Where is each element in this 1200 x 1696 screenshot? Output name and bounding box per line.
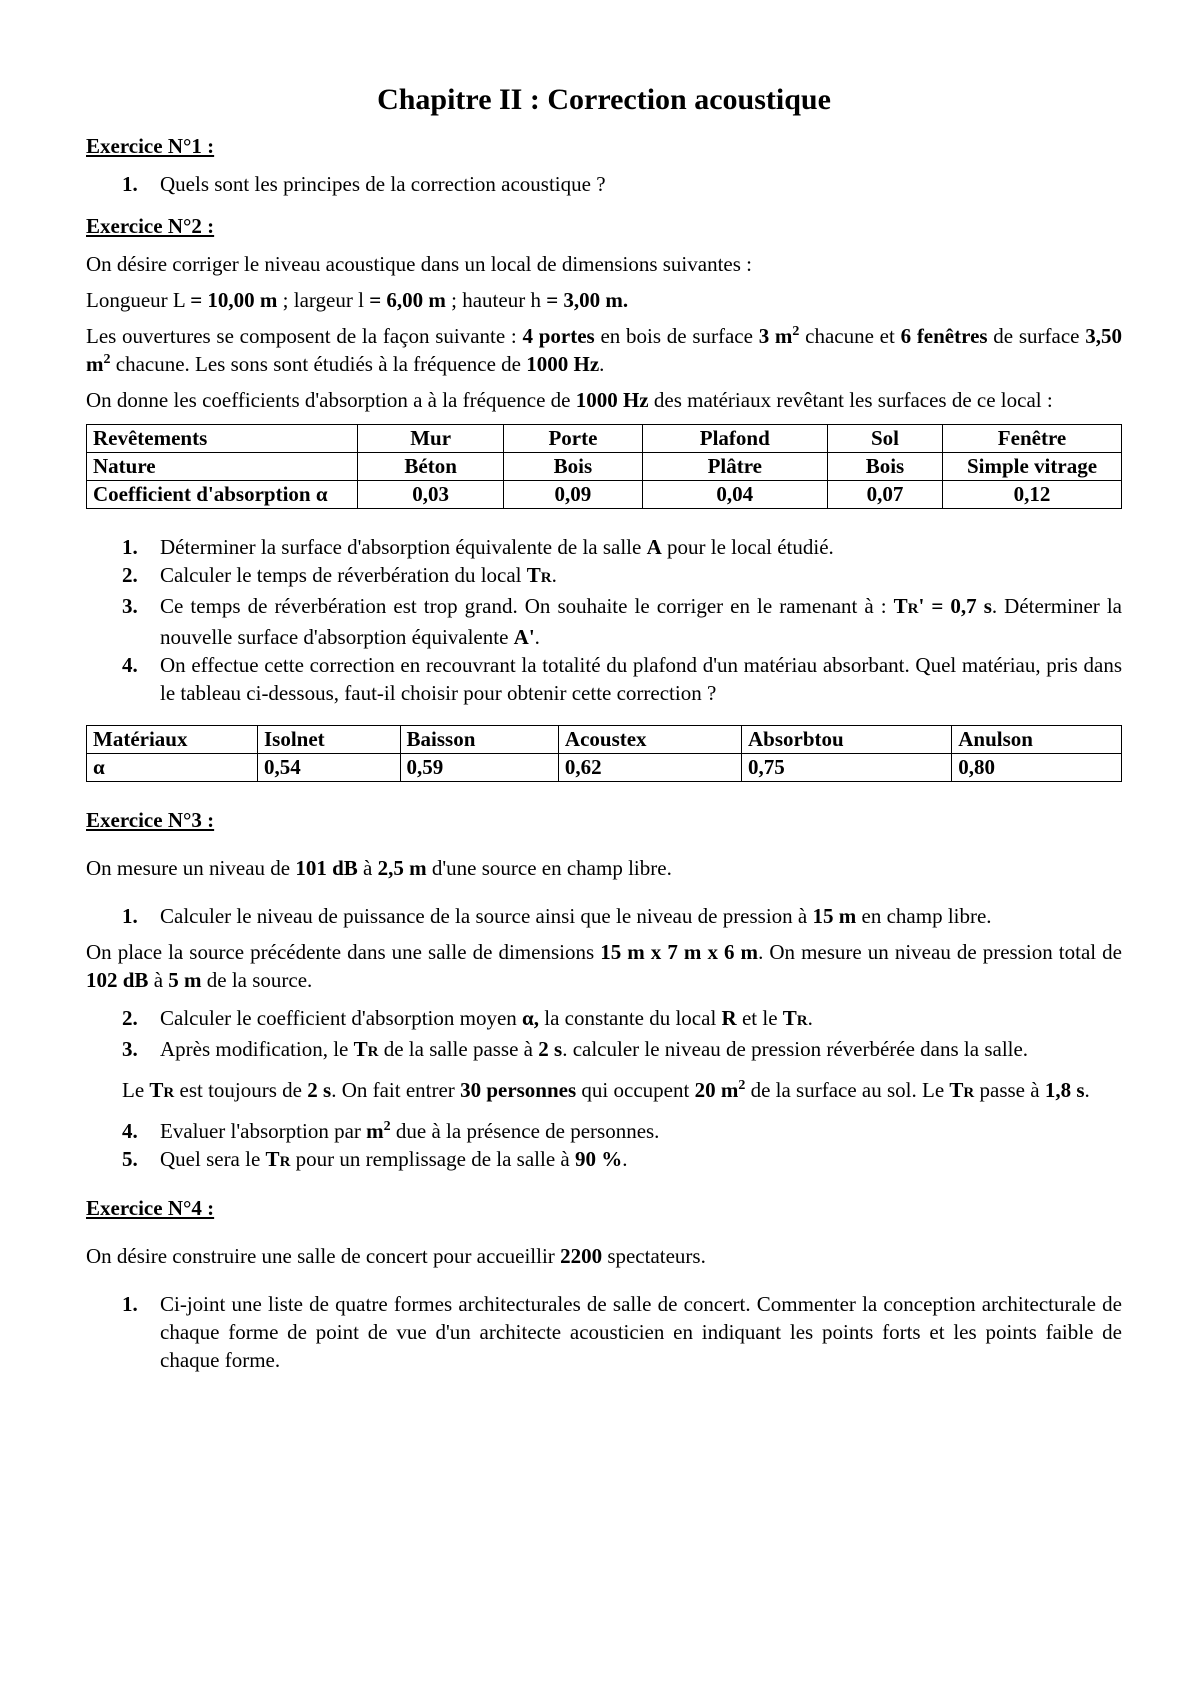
- list-item: 5. Quel sera le TR pour un remplissage de la salle à 90 %.: [122, 1147, 628, 1171]
- table-row: Revêtements Mur Porte Plafond Sol Fenêtre: [87, 425, 1122, 453]
- exercise-1-questions: [86, 170, 1122, 198]
- table-row: Matériaux Isolnet Baisson Acoustex Absorbtou Anulson: [87, 726, 1122, 754]
- page-title: Chapitre II : Correction acoustique: [377, 83, 831, 116]
- list-item: 1. Déterminer la surface d'absorption équivalente de la salle A pour le local étudié.: [122, 535, 834, 559]
- document-page: [86, 68, 1122, 1374]
- list-item: 4. Evaluer l'absorption par $m^2$ due à la présence de personnes.: [122, 1119, 660, 1143]
- list-item: 1. Quels sont les principes de la correction acoustique ?: [122, 172, 606, 196]
- exercise-3-questions-4-5: [86, 1117, 1122, 1176]
- materials-table: [86, 725, 1122, 782]
- exercise-3-questions-2-3: [86, 1004, 1122, 1066]
- table-row: Coefficient d'absorption α 0,03 0,09 0,04 0,07 0,12: [87, 481, 1122, 509]
- list-item: 2. Calculer le coefficient d'absorption moyen α, la constante du local R et le TR.: [122, 1006, 813, 1030]
- exercise-3-room: On place la source précédente dans une salle de dimensions 15 m x 7 m x 6 m. On mesure un niveau de pression total de 102 dB à 5 m de la source.: [86, 940, 1122, 992]
- exercise-2-dimensions: Longueur L = 10,00 m ; largeur l = 6,00 m ; hauteur h = 3,00 m.: [86, 288, 629, 312]
- list-item: 3. Après modification, le TR de la salle passe à 2 s. calculer le niveau de pression réverbérée dans la salle.: [122, 1037, 1029, 1061]
- list-item: 2. Calculer le temps de réverbération du local TR.: [122, 563, 557, 587]
- exercise-3-people: Le TR est toujours de 2 s. On fait entrer 30 personnes qui occupent 20 $m^2$ de la surface au sol. Le TR passe à 1,8 s.: [122, 1078, 1090, 1102]
- table-row: α 0,54 0,59 0,62 0,75 0,80: [87, 754, 1122, 782]
- exercise-3-question-1: [86, 902, 1122, 930]
- exercise-3-intro: On mesure un niveau de 101 dB à 2,5 m d'une source en champ libre.: [86, 856, 672, 880]
- list-item: 4. On effectue cette correction en recouvrant la totalité du plafond d'un matériau absorbant. Quel matériau, pris dans le tableau ci-dessous, faut-il choisir pour obtenir cette correction ?: [122, 653, 1122, 705]
- exercise-2-questions: [86, 533, 1122, 707]
- exercise-3-title: Exercice N°3 :: [86, 808, 215, 832]
- list-item: 1. Ci-joint une liste de quatre formes architecturales de salle de concert. Commenter la conception architecturale de chaque forme de point de vue d'un architecte acousticien en indiquant les points forts et les points faible de chaque forme.: [122, 1292, 1122, 1372]
- exercise-2-intro: On désire corriger le niveau acoustique dans un local de dimensions suivantes :: [86, 252, 752, 276]
- exercise-4-title: Exercice N°4 :: [86, 1196, 215, 1220]
- exercise-2-coefficients: On donne les coefficients d'absorption a à la fréquence de 1000 Hz des matériaux revêtant les surfaces de ce local :: [86, 388, 1053, 412]
- absorption-coefficients-table: [86, 424, 1122, 509]
- exercise-4-questions: [86, 1290, 1122, 1374]
- table-row: Nature Béton Bois Plâtre Bois Simple vitrage: [87, 453, 1122, 481]
- exercise-2-openings: Les ouvertures se composent de la façon suivante : 4 portes en bois de surface 3 $m^2$ chacune et 6 fenêtres de surface 3,50 $m^2$ chacune. Les sons sont étudiés à la fréquence de 1000 Hz.: [86, 324, 1122, 376]
- exercise-2-title: Exercice N°2 :: [86, 214, 215, 238]
- list-item: 3. Ce temps de réverbération est trop grand. On souhaite le corriger en le ramenant à : TR' = 0,7 s. Déterminer la nouvelle surface d'absorption équivalente A'.: [122, 594, 1122, 649]
- list-item: 1. Calculer le niveau de puissance de la source ainsi que le niveau de pression à 15 m en champ libre.: [122, 904, 992, 928]
- exercise-4-intro: On désire construire une salle de concert pour accueillir 2200 spectateurs.: [86, 1244, 706, 1268]
- exercise-1-title: Exercice N°1 :: [86, 134, 215, 158]
